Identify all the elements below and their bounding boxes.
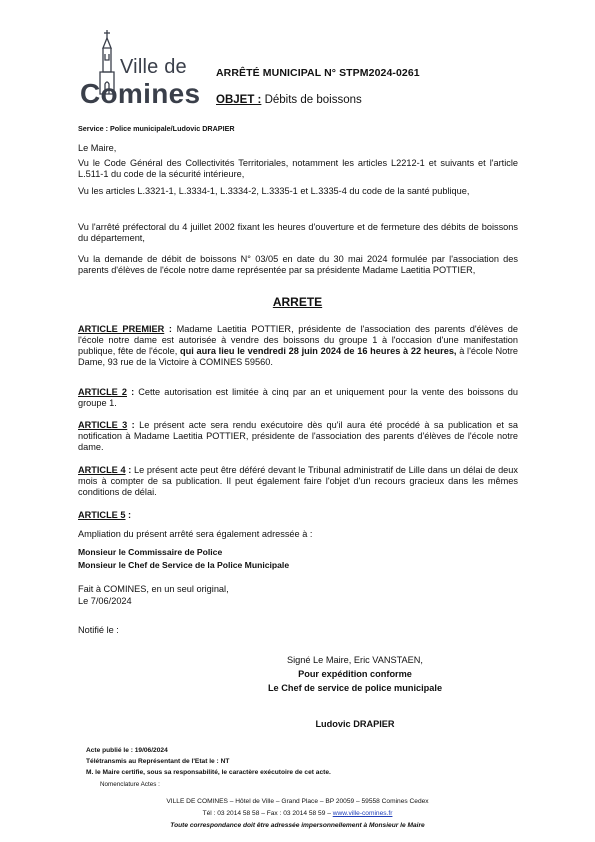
preamble-maire: Le Maire, xyxy=(78,143,117,153)
fait-date: Le 7/06/2024 xyxy=(78,596,132,606)
article-2-label: ARTICLE 2 xyxy=(78,387,127,397)
website-link[interactable]: www.ville-comines.fr xyxy=(332,810,393,817)
article-1-sep: : xyxy=(164,324,177,334)
arrete-heading: ARRETE xyxy=(272,295,323,309)
recipient-2: Monsieur le Chef de Service de la Police Municipale xyxy=(78,560,290,570)
article-5 xyxy=(78,510,518,521)
signature-certified: Pour expédition conforme xyxy=(298,669,412,679)
article-1-text-bold: qui aura lieu le vendredi 28 juin 2024 de 16 heures à 22 heures, xyxy=(180,346,457,356)
article-2 xyxy=(78,387,518,409)
city-logo xyxy=(80,28,200,108)
signature-role: Le Chef de service de police municipale xyxy=(267,683,443,693)
ampliation-text: Ampliation du présent arrêté sera également adressée à : xyxy=(78,529,313,539)
notifie-label: Notifié le : xyxy=(78,625,119,635)
article-2-sep: : xyxy=(127,387,139,397)
article-4-sep: : xyxy=(125,465,135,475)
preamble-vu-3: Vu l'arrêté préfectoral du 4 juillet 2002 fixant les heures d'ouverture et de fermeture des débits de boissons du département, xyxy=(78,222,518,243)
article-1-text-b: à l'école Notre Dame, 93 rue de la Victoire à COMINES 59560. xyxy=(78,346,519,367)
footer-address: VILLE DE COMINES – Hôtel de Ville – Grand Place – BP 20059 – 59558 Comines Cedex xyxy=(166,798,429,805)
decree-subject xyxy=(216,94,362,106)
footer-published: Acte publié le : 19/06/2024 xyxy=(86,747,168,754)
decree-title: ARRÊTÉ MUNICIPAL N° STPM2024-0261 xyxy=(216,67,420,79)
article-5-label: ARTICLE 5 xyxy=(78,510,126,520)
article-4-label: ARTICLE 4 xyxy=(78,465,126,475)
logo-text-ville: Ville de xyxy=(120,56,187,78)
article-1-text-a: Madame Laetitia POTTIER, présidente de l'association des parents d'élèves de l'école notre dame est autorisée à vendre des boissons du groupe 1 à l'occasion d'une manifestation publique, fête de l'école, xyxy=(78,324,518,356)
subject-label: OBJET : xyxy=(216,94,262,106)
article-1-label: ARTICLE PREMIER xyxy=(78,324,165,334)
article-3-label: ARTICLE 3 xyxy=(78,420,128,430)
footer-contact xyxy=(0,809,595,818)
article-5-sep: : xyxy=(125,510,132,520)
footer-nomenclature: Nomenclature Actes : xyxy=(100,781,160,788)
logo-text-comines: Comines xyxy=(80,78,201,109)
footer-correspondence: Toute correspondance doit être adressée impersonnellement à Monsieur le Maire xyxy=(170,822,425,829)
service-line: Service : Police municipale/Ludovic DRAPIER xyxy=(78,124,235,133)
article-3-text: Le présent acte sera rendu exécutoire dès qu'il aura été procédé à sa publication et sa notification à Madame Laetitia POTTIER, présidente de l'association des parents d'élèves de l'école notre dame. xyxy=(78,420,518,452)
article-4-text: Le présent acte peut être déféré devant le Tribunal administratif de Lille dans un délai de deux mois à compter de sa publication. Il peut également faire l'objet d'un recours gracieux dans les mêmes conditions de délai. xyxy=(78,465,518,497)
signature-name: Ludovic DRAPIER xyxy=(315,719,395,729)
article-4 xyxy=(78,465,518,498)
footer-phone-fax: Tél : 03 2014 58 58 – Fax : 03 2014 58 59 – xyxy=(202,810,333,817)
signature-mayor: Signé Le Maire, Eric VANSTAEN, xyxy=(287,655,423,665)
article-3 xyxy=(78,420,518,453)
article-2-text: Cette autorisation est limitée à cinq par an et uniquement pour la vente des boissons du groupe 1. xyxy=(78,387,518,408)
article-3-sep: : xyxy=(127,420,140,430)
footer-transmitted: Télétransmis au Représentant de l'Etat le : NT xyxy=(86,758,230,765)
article-1 xyxy=(78,324,518,368)
footer-certification: M. le Maire certifie, sous sa responsabilité, le caractère exécutoire de cet acte. xyxy=(86,769,331,776)
preamble-vu-1: Vu le Code Général des Collectivités Territoriales, notamment les articles L2212-1 et suivants et l'article L.511-1 du code de la sécurité intérieure, xyxy=(78,158,518,179)
fait-place: Fait à COMINES, en un seul original, xyxy=(78,584,229,594)
recipient-1: Monsieur le Commissaire de Police xyxy=(78,547,223,557)
subject-text: Débits de boissons xyxy=(264,94,362,106)
preamble-vu-4: Vu la demande de débit de boissons N° 03/05 en date du 30 mai 2024 formulée par l'association des parents d'élèves de l'école notre dame représentée par sa présidente Madame Laetitia POTTIER, xyxy=(78,254,518,275)
preamble-vu-2: Vu les articles L.3321-1, L.3334-1, L.3334-2, L.3335-1 et L.3335-4 du code de la santé publique, xyxy=(78,186,470,196)
